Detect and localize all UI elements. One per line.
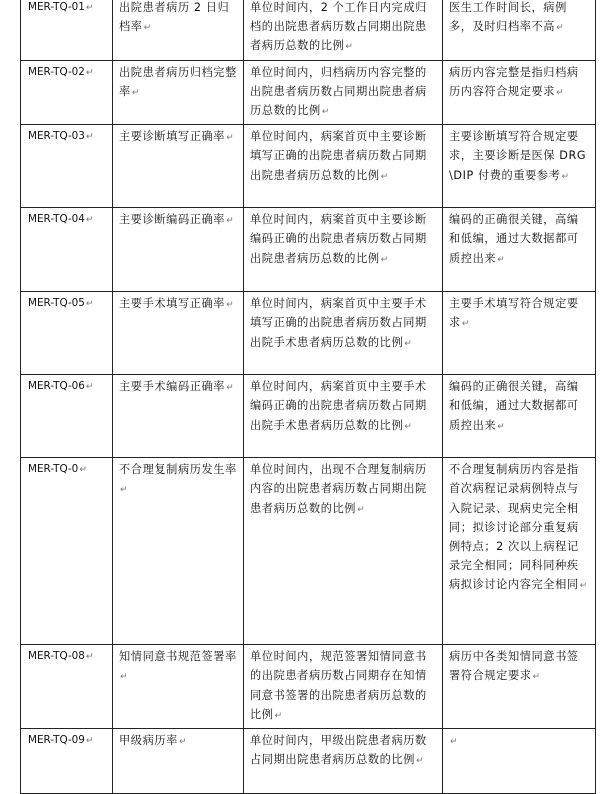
cell-note: 不合理复制病历内容是指首次病程记录病例特点与入院记录、现病史完全相同；拟诊讨论部分重复病例特点；2 次以上病程记录完全相同；同科同种疾病拟诊讨论内容完全相同↵ <box>443 458 596 645</box>
cell-name: 不合理复制病历发生率↵ <box>113 458 244 645</box>
cell-definition: 单位时间内，病案首页中主要手术编码正确的出院患者病历数占同期出院手术患者病历总数的比例↵ <box>244 375 443 458</box>
cell-note: 病历内容完整是指归档病历内容符合规定要求↵ <box>443 60 596 125</box>
cell-definition: 单位时间内，病案首页中主要手术填写正确的出院患者病历数占同期出院手术患者病历总数的比例↵ <box>244 292 443 375</box>
cell-name: 出院患者病历归档完整率↵ <box>113 60 244 125</box>
cell-name: 主要手术填写正确率↵ <box>113 292 244 375</box>
cell-definition: 单位时间内，规范签署知情同意书的出院患者病历数占同期存在知情同意书签署的出院患者病历总数的比例↵ <box>244 645 443 729</box>
cell-note: 病历中各类知情同意书签署符合规定要求↵ <box>443 645 596 729</box>
cell-note: ↵ <box>443 729 596 794</box>
cell-code: MER-TQ-09↵ <box>21 729 113 794</box>
table-row <box>21 0 596 60</box>
cell-name: 主要手术编码正确率↵ <box>113 375 244 458</box>
cell-code: MER-TQ-06↵ <box>21 375 113 458</box>
cell-code: MER-TQ-02↵ <box>21 60 113 125</box>
cell-code: MER-TQ-01↵ <box>21 0 113 60</box>
table-row <box>21 208 596 292</box>
cell-definition: 单位时间内，病案首页中主要诊断编码正确的出院患者病历数占同期出院患者病历总数的比例↵ <box>244 208 443 292</box>
cell-name: 出院患者病历 2 日归档率↵ <box>113 0 244 60</box>
table-row <box>21 125 596 208</box>
cell-name: 甲级病历率↵ <box>113 729 244 794</box>
table-row <box>21 60 596 125</box>
table-row <box>21 729 596 794</box>
table-row <box>21 375 596 458</box>
cell-name: 知情同意书规范签署率↵ <box>113 645 244 729</box>
cell-name: 主要诊断编码正确率↵ <box>113 208 244 292</box>
cell-note: 编码的正确很关键，高编和低编，通过大数据都可质控出来↵ <box>443 208 596 292</box>
cell-definition: 单位时间内，2 个工作日内完成归档的出院患者病历数占同期出院患者病历总数的比例↵ <box>244 0 443 60</box>
table-row <box>21 645 596 729</box>
cell-definition: 单位时间内，归档病历内容完整的出院患者病历数占同期出院患者病历总数的比例↵ <box>244 60 443 125</box>
cell-note: 医生工作时间长，病例多，及时归档率不高↵ <box>443 0 596 60</box>
cell-note: 编码的正确很关键，高编和低编，通过大数据都可质控出来↵ <box>443 375 596 458</box>
cell-code: MER-TQ-0↵ <box>21 458 113 645</box>
cell-note: 主要诊断填写符合规定要求，主要诊断是医保 DRG\DIP 付费的重要参考↵ <box>443 125 596 208</box>
cell-definition: 单位时间内，病案首页中主要诊断填写正确的出院患者病历数占同期出院患者病历总数的比例↵ <box>244 125 443 208</box>
table-row <box>21 292 596 375</box>
table-row <box>21 458 596 645</box>
cell-definition: 单位时间内，甲级出院患者病历数占同期出院患者病历总数的比例↵ <box>244 729 443 794</box>
cell-name: 主要诊断填写正确率↵ <box>113 125 244 208</box>
cell-code: MER-TQ-04↵ <box>21 208 113 292</box>
cell-code: MER-TQ-08↵ <box>21 645 113 729</box>
cell-definition: 单位时间内，出现不合理复制病历内容的出院患者病历数占同期出院患者病历总数的比例↵ <box>244 458 443 645</box>
cell-code: MER-TQ-03↵ <box>21 125 113 208</box>
quality-indicator-table <box>20 0 596 794</box>
cell-note: 主要手术填写符合规定要求↵ <box>443 292 596 375</box>
cell-code: MER-TQ-05↵ <box>21 292 113 375</box>
